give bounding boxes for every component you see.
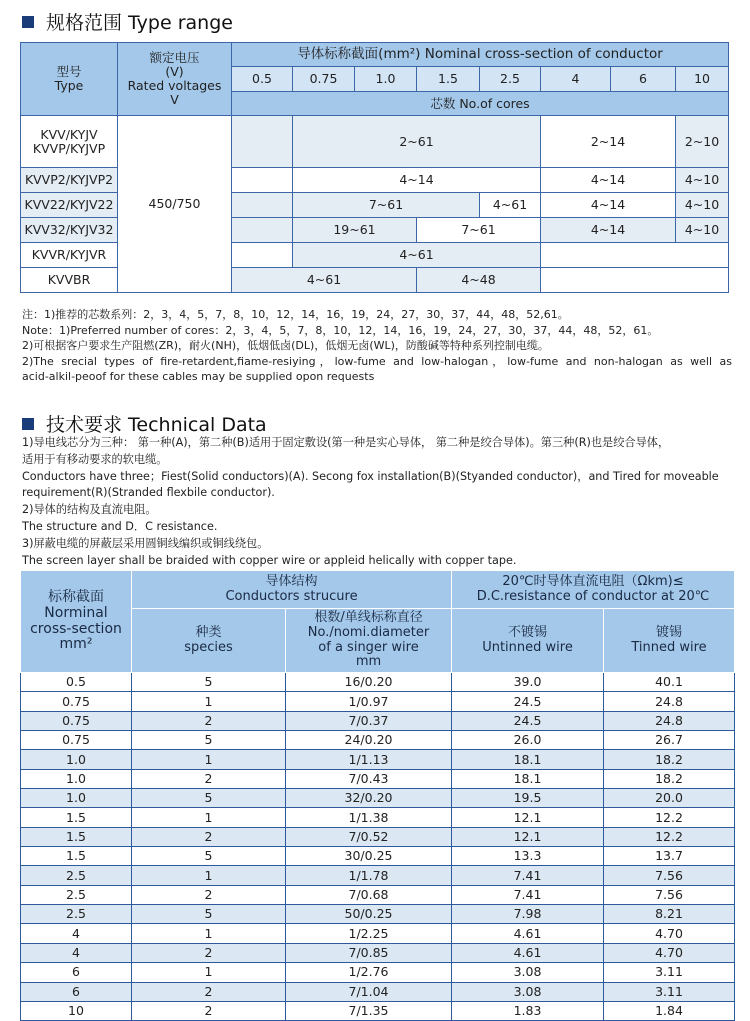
technical-notes <box>22 435 732 569</box>
size-header: 1.5 <box>417 67 480 92</box>
table-cell: 1.0 <box>21 789 132 808</box>
tech-note-cn-1a: 1)导电线芯分为三种： 第一种(A)，第二种(B)适用于固定敷设(第一种是实心导体， 第二种是绞合导体)。第三种(R)也是绞合导体， <box>22 436 670 449</box>
table-cell: 4.61 <box>452 943 604 962</box>
table-cell: 13.3 <box>452 847 604 866</box>
cores-cell: 2~14 <box>541 116 676 168</box>
square-bullet-icon <box>22 16 34 28</box>
header-text-line: of a singer wire <box>318 639 419 655</box>
table-cell: 1/1.38 <box>286 808 452 827</box>
table-cell: 1/1.78 <box>286 866 452 885</box>
table-row <box>21 827 735 846</box>
table-cell: 0.5 <box>21 673 132 692</box>
cores-cell: 4~61 <box>232 268 417 293</box>
table-cell: 7/0.68 <box>286 885 452 904</box>
table-row <box>21 963 735 982</box>
tech-note-en-1b: requirement(R)(Stranded flexbile conductor). <box>22 486 275 500</box>
cores-cell: 4~10 <box>676 218 729 243</box>
table-cell: 2 <box>132 711 286 730</box>
table-cell: 1.5 <box>21 827 132 846</box>
table-cell: 50/0.25 <box>286 905 452 924</box>
cores-cell: 4~14 <box>541 193 676 218</box>
header-text-line: KVVP/KYJVP <box>32 140 106 156</box>
table-cell: 2.5 <box>21 885 132 904</box>
table-cell: 7/1.04 <box>286 982 452 1001</box>
table-cell: 7/0.85 <box>286 943 452 962</box>
cores-cell: 4~61 <box>480 193 541 218</box>
size-header: 1.0 <box>355 67 417 92</box>
section-header <box>21 571 132 673</box>
table-cell: 2.5 <box>21 905 132 924</box>
header-text-line: 不镀锡 <box>508 624 548 640</box>
conductor-resistance-table <box>20 570 735 1021</box>
table-cell: 16/0.20 <box>286 673 452 692</box>
table-cell: 39.0 <box>452 673 604 692</box>
tinned-header <box>604 609 735 673</box>
type-cell: KVVR/KYJVR <box>21 243 118 268</box>
cores-cell: 4~61 <box>293 243 541 268</box>
table-cell: 2 <box>132 827 286 846</box>
table-cell: 4 <box>21 924 132 943</box>
table-row <box>21 692 735 711</box>
empty-cell <box>232 218 293 243</box>
table-cell: 7.41 <box>452 885 604 904</box>
table-cell: 24.8 <box>604 711 735 730</box>
table-row <box>21 1001 735 1020</box>
table-cell: 0.75 <box>21 711 132 730</box>
table-cell: 1/1.13 <box>286 750 452 769</box>
header-text-line: Rated voltages <box>127 78 222 93</box>
header-text-line: Conductors strucure <box>225 588 358 604</box>
table-cell: 24.5 <box>452 711 604 730</box>
table-cell: 5 <box>132 789 286 808</box>
table-cell: 3.08 <box>452 982 604 1001</box>
size-header: 0.5 <box>232 67 293 92</box>
resistance-header <box>452 571 735 609</box>
size-header: 4 <box>541 67 611 92</box>
table-cell: 3.11 <box>604 963 735 982</box>
tech-note-cn-1b: 适用于有移动要求的软电缆。 <box>22 452 168 466</box>
table-cell: 12.1 <box>452 827 604 846</box>
table-cell: 6 <box>21 982 132 1001</box>
technical-data-title: 技术要求 Technical Data <box>22 410 267 437</box>
table-cell: 5 <box>132 905 286 924</box>
table-cell: 3.08 <box>452 963 604 982</box>
table-cell: 1 <box>132 692 286 711</box>
table-row <box>21 924 735 943</box>
table-cell: 1.5 <box>21 808 132 827</box>
table-cell: 13.7 <box>604 847 735 866</box>
table-cell: 18.2 <box>604 750 735 769</box>
size-header: 2.5 <box>480 67 541 92</box>
type-cell: KVVP2/KYJVP2 <box>21 168 118 193</box>
header-text-line: 镀锡 <box>656 624 683 640</box>
untinned-header <box>452 609 604 673</box>
header-text-line: No./nomi.diameter <box>307 624 430 640</box>
table-row <box>21 711 735 730</box>
species-header <box>132 609 286 673</box>
header-text-line: Norminal <box>44 604 108 621</box>
table-cell: 20.0 <box>604 789 735 808</box>
table-row <box>21 982 735 1001</box>
table-row <box>21 943 735 962</box>
table-cell: 30/0.25 <box>286 847 452 866</box>
header-text-line: 型号 <box>56 64 82 79</box>
header-text-line: 根数/单线标称直径 <box>314 610 423 626</box>
type-cell <box>21 116 118 168</box>
table-cell: 1 <box>132 808 286 827</box>
note-en-2b: acid-alkil-peoof for these cables may be supplied opon requests <box>22 370 375 384</box>
cores-cell: 2~10 <box>676 116 729 168</box>
cores-cell: 7~61 <box>417 218 541 243</box>
note-cn-2: 2)可根据客户要求生产阻燃(ZR)，耐火(NH)，低烟低卤(DL)，低烟无卤(WL)，防酸碱等特种系列控制电缆。 <box>22 339 549 353</box>
table-cell: 1.0 <box>21 769 132 788</box>
empty-cell <box>541 268 729 293</box>
cores-cell: 19~61 <box>293 218 417 243</box>
note-en-1: Note：1)Preferred number of cores：2，3，4，5，7，8，10，12，14，16，19，24，27，30，37，44，48，52，61。 <box>22 323 659 337</box>
table-cell: 26.7 <box>604 731 735 750</box>
table-row <box>21 731 735 750</box>
header-text-line: 20℃时导体直流电阻（Ωkm)≤ <box>502 573 684 589</box>
tech-note-cn-3: 3)屏蔽电缆的屏蔽层采用圆铜线编织或铜线绕包。 <box>22 536 269 550</box>
header-text-line: 额定电压 <box>149 50 200 65</box>
type-range-title: 规格范围 Type range <box>22 8 233 35</box>
table-cell: 1.84 <box>604 1001 735 1020</box>
table-cell: 12.2 <box>604 808 735 827</box>
type-cell: KVV22/KYJV22 <box>21 193 118 218</box>
cores-cell: 4~14 <box>541 218 676 243</box>
header-text-line: 导体结构 <box>265 573 318 589</box>
cores-header: 芯数 No.of cores <box>232 92 729 116</box>
type-range-notes <box>22 307 732 385</box>
header-text-line: cross-section <box>30 620 122 637</box>
header-text-line: 标称截面 <box>48 589 104 606</box>
header-text-line: 种类 <box>195 624 222 640</box>
table-cell: 19.5 <box>452 789 604 808</box>
table-row <box>21 905 735 924</box>
cores-cell: 2~61 <box>293 116 541 168</box>
table-row <box>21 789 735 808</box>
header-text-line: V <box>170 92 179 107</box>
table-cell: 24.8 <box>604 692 735 711</box>
table-cell: 24/0.20 <box>286 731 452 750</box>
table-cell: 8.21 <box>604 905 735 924</box>
header-text-line: KVV/KYJV <box>40 126 98 142</box>
note-cn-1: 注：1)推荐的芯数系列：2，3，4，5，7，8，10，12，14，16，19，24，27，30，37，44，48，52,61。 <box>22 308 569 321</box>
table-row <box>21 866 735 885</box>
size-header: 10 <box>676 67 729 92</box>
tech-note-en-1a: Conductors have three；Fiest(Solid conductors)(A). Secong fox installation(B)(Styanded conductor)，and Tired for moveable <box>22 469 719 483</box>
table-cell: 12.1 <box>452 808 604 827</box>
header-text-line: (V) <box>165 64 184 79</box>
table-cell: 0.75 <box>21 692 132 711</box>
table-cell: 1.5 <box>21 847 132 866</box>
header-text-line: mm² <box>59 636 93 653</box>
table-row <box>21 750 735 769</box>
table-cell: 7.41 <box>452 866 604 885</box>
cores-cell: 4~10 <box>676 168 729 193</box>
header-text-line: species <box>184 639 233 655</box>
table-cell: 2 <box>132 982 286 1001</box>
table-cell: 2 <box>132 943 286 962</box>
table-cell: 40.1 <box>604 673 735 692</box>
empty-cell <box>232 168 293 193</box>
table-cell: 7/0.43 <box>286 769 452 788</box>
table-cell: 12.2 <box>604 827 735 846</box>
table-cell: 1 <box>132 866 286 885</box>
type-header <box>21 43 118 116</box>
square-bullet-icon <box>22 418 34 430</box>
table-cell: 1 <box>132 924 286 943</box>
voltage-cell: 450/750 <box>118 116 232 293</box>
header-text-line: D.C.resistance of conductor at 20℃ <box>476 588 710 604</box>
table-cell: 4.70 <box>604 924 735 943</box>
empty-cell <box>232 243 293 268</box>
table-cell: 18.2 <box>604 769 735 788</box>
structure-header <box>132 571 452 609</box>
note-en-2a: 2)The srecial types of fire-retardent,fiame-resiying，low-fume and low-halogan，low-fume and non-halogan as well as <box>22 354 732 368</box>
header-text-line: mm <box>355 654 382 670</box>
table-cell: 10 <box>21 1001 132 1020</box>
type-range-table <box>20 42 729 293</box>
table-cell: 1/2.25 <box>286 924 452 943</box>
table-cell: 2 <box>132 1001 286 1020</box>
cores-cell: 4~48 <box>417 268 541 293</box>
header-text-line: Type <box>54 78 84 93</box>
table-cell: 3.11 <box>604 982 735 1001</box>
table-row <box>21 808 735 827</box>
table-cell: 7.56 <box>604 885 735 904</box>
tech-note-en-2: The structure and D．C resistance. <box>22 519 218 533</box>
table-cell: 1.83 <box>452 1001 604 1020</box>
size-header: 0.75 <box>293 67 355 92</box>
table-cell: 6 <box>21 963 132 982</box>
table-cell: 5 <box>132 731 286 750</box>
table-cell: 0.75 <box>21 731 132 750</box>
table-cell: 26.0 <box>452 731 604 750</box>
table-cell: 7.98 <box>452 905 604 924</box>
table-cell: 7/0.52 <box>286 827 452 846</box>
table-cell: 18.1 <box>452 750 604 769</box>
type-cell: KVVBR <box>21 268 118 293</box>
empty-cell <box>232 116 293 168</box>
tech-note-en-3: The screen layer shall be braided with copper wire or appleid helically with copper tape. <box>22 553 517 567</box>
table-cell: 1/0.97 <box>286 692 452 711</box>
voltage-header <box>118 43 232 116</box>
cores-cell: 7~61 <box>293 193 480 218</box>
empty-cell <box>541 243 729 268</box>
table-cell: 18.1 <box>452 769 604 788</box>
table-cell: 4 <box>21 943 132 962</box>
cores-cell: 4~10 <box>676 193 729 218</box>
header-text-line: Tinned wire <box>631 639 707 655</box>
empty-cell <box>232 193 293 218</box>
table-cell: 4.70 <box>604 943 735 962</box>
size-header: 6 <box>611 67 676 92</box>
table-row <box>21 847 735 866</box>
table-row <box>21 885 735 904</box>
table-cell: 7/1.35 <box>286 1001 452 1020</box>
table-cell: 2.5 <box>21 866 132 885</box>
tech-note-cn-2: 2)导体的结构及直流电阻。 <box>22 503 157 517</box>
diameter-header <box>286 609 452 673</box>
header-text-line: Untinned wire <box>482 639 573 655</box>
table-cell: 5 <box>132 673 286 692</box>
table-cell: 7/0.37 <box>286 711 452 730</box>
table-row <box>21 673 735 692</box>
table-row <box>21 769 735 788</box>
type-cell: KVV32/KYJV32 <box>21 218 118 243</box>
table-cell: 1 <box>132 750 286 769</box>
table-cell: 4.61 <box>452 924 604 943</box>
cores-cell: 4~14 <box>541 168 676 193</box>
cores-cell: 4~14 <box>293 168 541 193</box>
cross-section-header: 导体标称截面(mm²) Nominal cross-section of conductor <box>232 43 729 67</box>
table-cell: 1.0 <box>21 750 132 769</box>
table-cell: 7.56 <box>604 866 735 885</box>
table-cell: 5 <box>132 847 286 866</box>
table-cell: 2 <box>132 769 286 788</box>
table-cell: 2 <box>132 885 286 904</box>
table-cell: 1 <box>132 963 286 982</box>
table-cell: 24.5 <box>452 692 604 711</box>
table-cell: 32/0.20 <box>286 789 452 808</box>
table-cell: 1/2.76 <box>286 963 452 982</box>
